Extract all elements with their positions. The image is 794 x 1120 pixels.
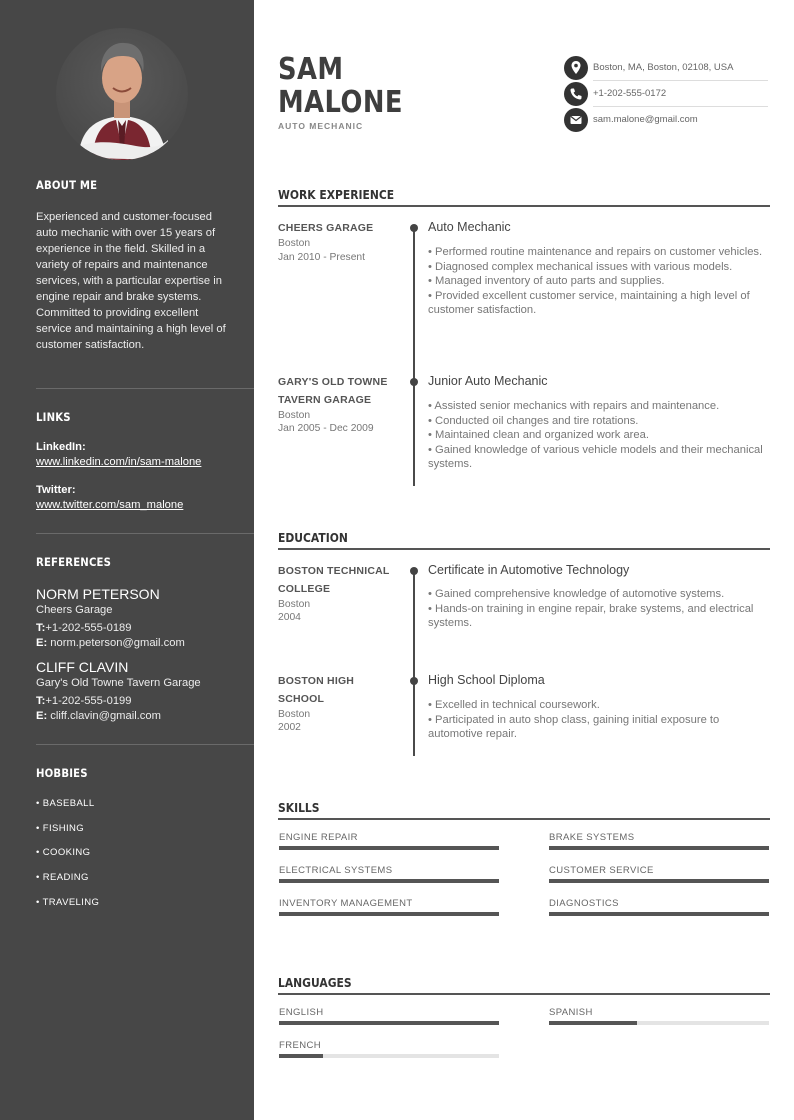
- bullet-item: • Hands-on training in engine repair, brake systems, and electrical systems.: [428, 602, 754, 630]
- section-rule: [278, 548, 770, 550]
- education-bullets: [428, 698, 763, 742]
- section-rule: [278, 993, 770, 995]
- linkedin-link[interactable]: www.linkedin.com/in/sam-malone: [36, 456, 202, 468]
- linkedin-label: LinkedIn:: [36, 441, 86, 453]
- timeline-dot: [410, 224, 418, 232]
- bullet-item: • Managed inventory of auto parts and supplies.: [428, 275, 665, 288]
- hobby-item: • COOKING: [36, 847, 91, 858]
- bullet-item: • Conducted oil changes and tire rotations.: [428, 414, 639, 427]
- school-location: Boston: [278, 599, 311, 610]
- timeline-dot: [410, 378, 418, 386]
- job-bullets: [428, 399, 763, 472]
- bullet-item: • Provided excellent customer service, maintaining a high level of customer satisfaction.: [428, 289, 750, 317]
- bullet-item: • Performed routine maintenance and repairs on customer vehicles.: [428, 246, 763, 258]
- language-label: ENGLISH: [279, 1007, 324, 1018]
- skill-bar: [549, 846, 769, 850]
- skill-label: CUSTOMER SERVICE: [549, 865, 654, 876]
- divider: [593, 80, 768, 81]
- reference-company: Cheers Garage: [36, 604, 113, 616]
- phone-text: +1-202-555-0172: [593, 88, 667, 99]
- reference-company: Gary's Old Towne Tavern Garage: [36, 677, 201, 689]
- job-location: Boston: [278, 238, 311, 249]
- contact-address: [564, 56, 768, 80]
- languages-heading: LANGUAGES: [278, 975, 352, 990]
- envelope-icon: [564, 108, 588, 132]
- job-role: Junior Auto Mechanic: [428, 374, 548, 388]
- references-heading: REFERENCES: [36, 555, 112, 569]
- language-bar: [279, 1021, 499, 1025]
- divider: [36, 388, 254, 389]
- skill-label: BRAKE SYSTEMS: [549, 832, 635, 843]
- timeline-line: [413, 228, 415, 486]
- degree-name: High School Diploma: [428, 673, 545, 687]
- education-bullets: [428, 587, 763, 631]
- email-text: sam.malone@gmail.com: [593, 114, 698, 125]
- school-dates: 2004: [278, 612, 301, 623]
- skill-label: ENGINE REPAIR: [279, 832, 358, 843]
- address-text: Boston, MA, Boston, 02108, USA: [593, 62, 734, 73]
- bullet-item: • Gained comprehensive knowledge of automotive systems.: [428, 588, 725, 600]
- map-pin-icon: [564, 56, 588, 80]
- bullet-item: • Participated in auto shop class, gaining initial exposure to automotive repair.: [428, 713, 720, 741]
- reference-phone: T:+1-202-555-0189: [36, 622, 132, 634]
- reference-email: E: cliff.clavin@gmail.com: [36, 710, 161, 722]
- divider: [36, 744, 254, 745]
- reference-email: E: norm.peterson@gmail.com: [36, 637, 185, 649]
- profile-photo: [56, 28, 188, 160]
- about-heading: ABOUT ME: [36, 178, 98, 192]
- job-dates: Jan 2010 - Present: [278, 252, 366, 263]
- skill-bar: [279, 879, 499, 883]
- job-role: Auto Mechanic: [428, 220, 511, 234]
- skill-label: DIAGNOSTICS: [549, 898, 619, 909]
- skill-bar: [279, 846, 499, 850]
- contact-phone: [564, 82, 768, 106]
- bullet-item: • Gained knowledge of various vehicle models and their mechanical systems.: [428, 443, 763, 471]
- skill-bar: [549, 879, 769, 883]
- section-rule: [278, 818, 770, 820]
- bullet-item: • Diagnosed complex mechanical issues with various models.: [428, 260, 733, 273]
- timeline-dot: [410, 567, 418, 575]
- last-name: MALONE: [278, 85, 403, 120]
- hobbies-heading: HOBBIES: [36, 766, 88, 780]
- about-text: Experienced and customer-focused auto mechanic with over 15 years of experience in the field. Skilled in a variety of repairs and maintenance services, with a particular expertise in engine repair and brake systems. Committed to providing excellent service and maintaining a high level of customer satisfaction.: [36, 211, 226, 351]
- hobby-item: • READING: [36, 872, 89, 883]
- job-dates: Jan 2005 - Dec 2009: [278, 423, 374, 434]
- language-label: FRENCH: [279, 1040, 321, 1051]
- school-name: BOSTON HIGH SCHOOL: [278, 675, 355, 705]
- education-heading: EDUCATION: [278, 530, 348, 545]
- section-rule: [278, 205, 770, 207]
- language-bar: [549, 1021, 769, 1025]
- employer-name: GARY'S OLD TOWNE TAVERN GARAGE: [278, 376, 388, 406]
- contact-email: [564, 108, 768, 132]
- school-name: BOSTON TECHNICAL COLLEGE: [278, 565, 390, 595]
- skill-label: ELECTRICAL SYSTEMS: [279, 865, 393, 876]
- bullet-item: • Maintained clean and organized work area.: [428, 429, 649, 442]
- hobby-item: • FISHING: [36, 823, 85, 834]
- first-name: SAM: [278, 52, 344, 87]
- reference-name: NORM PETERSON: [36, 586, 160, 602]
- job-title: AUTO MECHANIC: [278, 121, 364, 131]
- divider: [36, 533, 254, 534]
- language-label: SPANISH: [549, 1007, 593, 1018]
- links-heading: LINKS: [36, 410, 71, 424]
- twitter-label: Twitter:: [36, 484, 76, 496]
- bullet-item: • Excelled in technical coursework.: [428, 699, 600, 711]
- timeline-dot: [410, 677, 418, 685]
- twitter-link[interactable]: www.twitter.com/sam_malone: [36, 499, 184, 511]
- phone-icon: [564, 82, 588, 106]
- skill-bar: [279, 912, 499, 916]
- bullet-item: • Assisted senior mechanics with repairs and maintenance.: [428, 400, 720, 412]
- degree-name: Certificate in Automotive Technology: [428, 563, 630, 577]
- school-location: Boston: [278, 709, 311, 720]
- divider: [593, 106, 768, 107]
- language-bar: [279, 1054, 499, 1058]
- school-dates: 2002: [278, 722, 301, 733]
- person-portrait-icon: [56, 28, 188, 160]
- sidebar: [0, 0, 254, 1120]
- skill-bar: [549, 912, 769, 916]
- work-heading: WORK EXPERIENCE: [278, 187, 395, 202]
- skills-heading: SKILLS: [278, 800, 320, 815]
- timeline-line: [413, 571, 415, 756]
- job-location: Boston: [278, 410, 311, 421]
- reference-name: CLIFF CLAVIN: [36, 659, 129, 675]
- skill-label: INVENTORY MANAGEMENT: [279, 898, 413, 909]
- hobby-item: • TRAVELING: [36, 897, 100, 908]
- employer-name: CHEERS GARAGE: [278, 222, 374, 234]
- reference-phone: T:+1-202-555-0199: [36, 695, 132, 707]
- job-bullets: [428, 245, 763, 318]
- hobby-item: • BASEBALL: [36, 798, 95, 809]
